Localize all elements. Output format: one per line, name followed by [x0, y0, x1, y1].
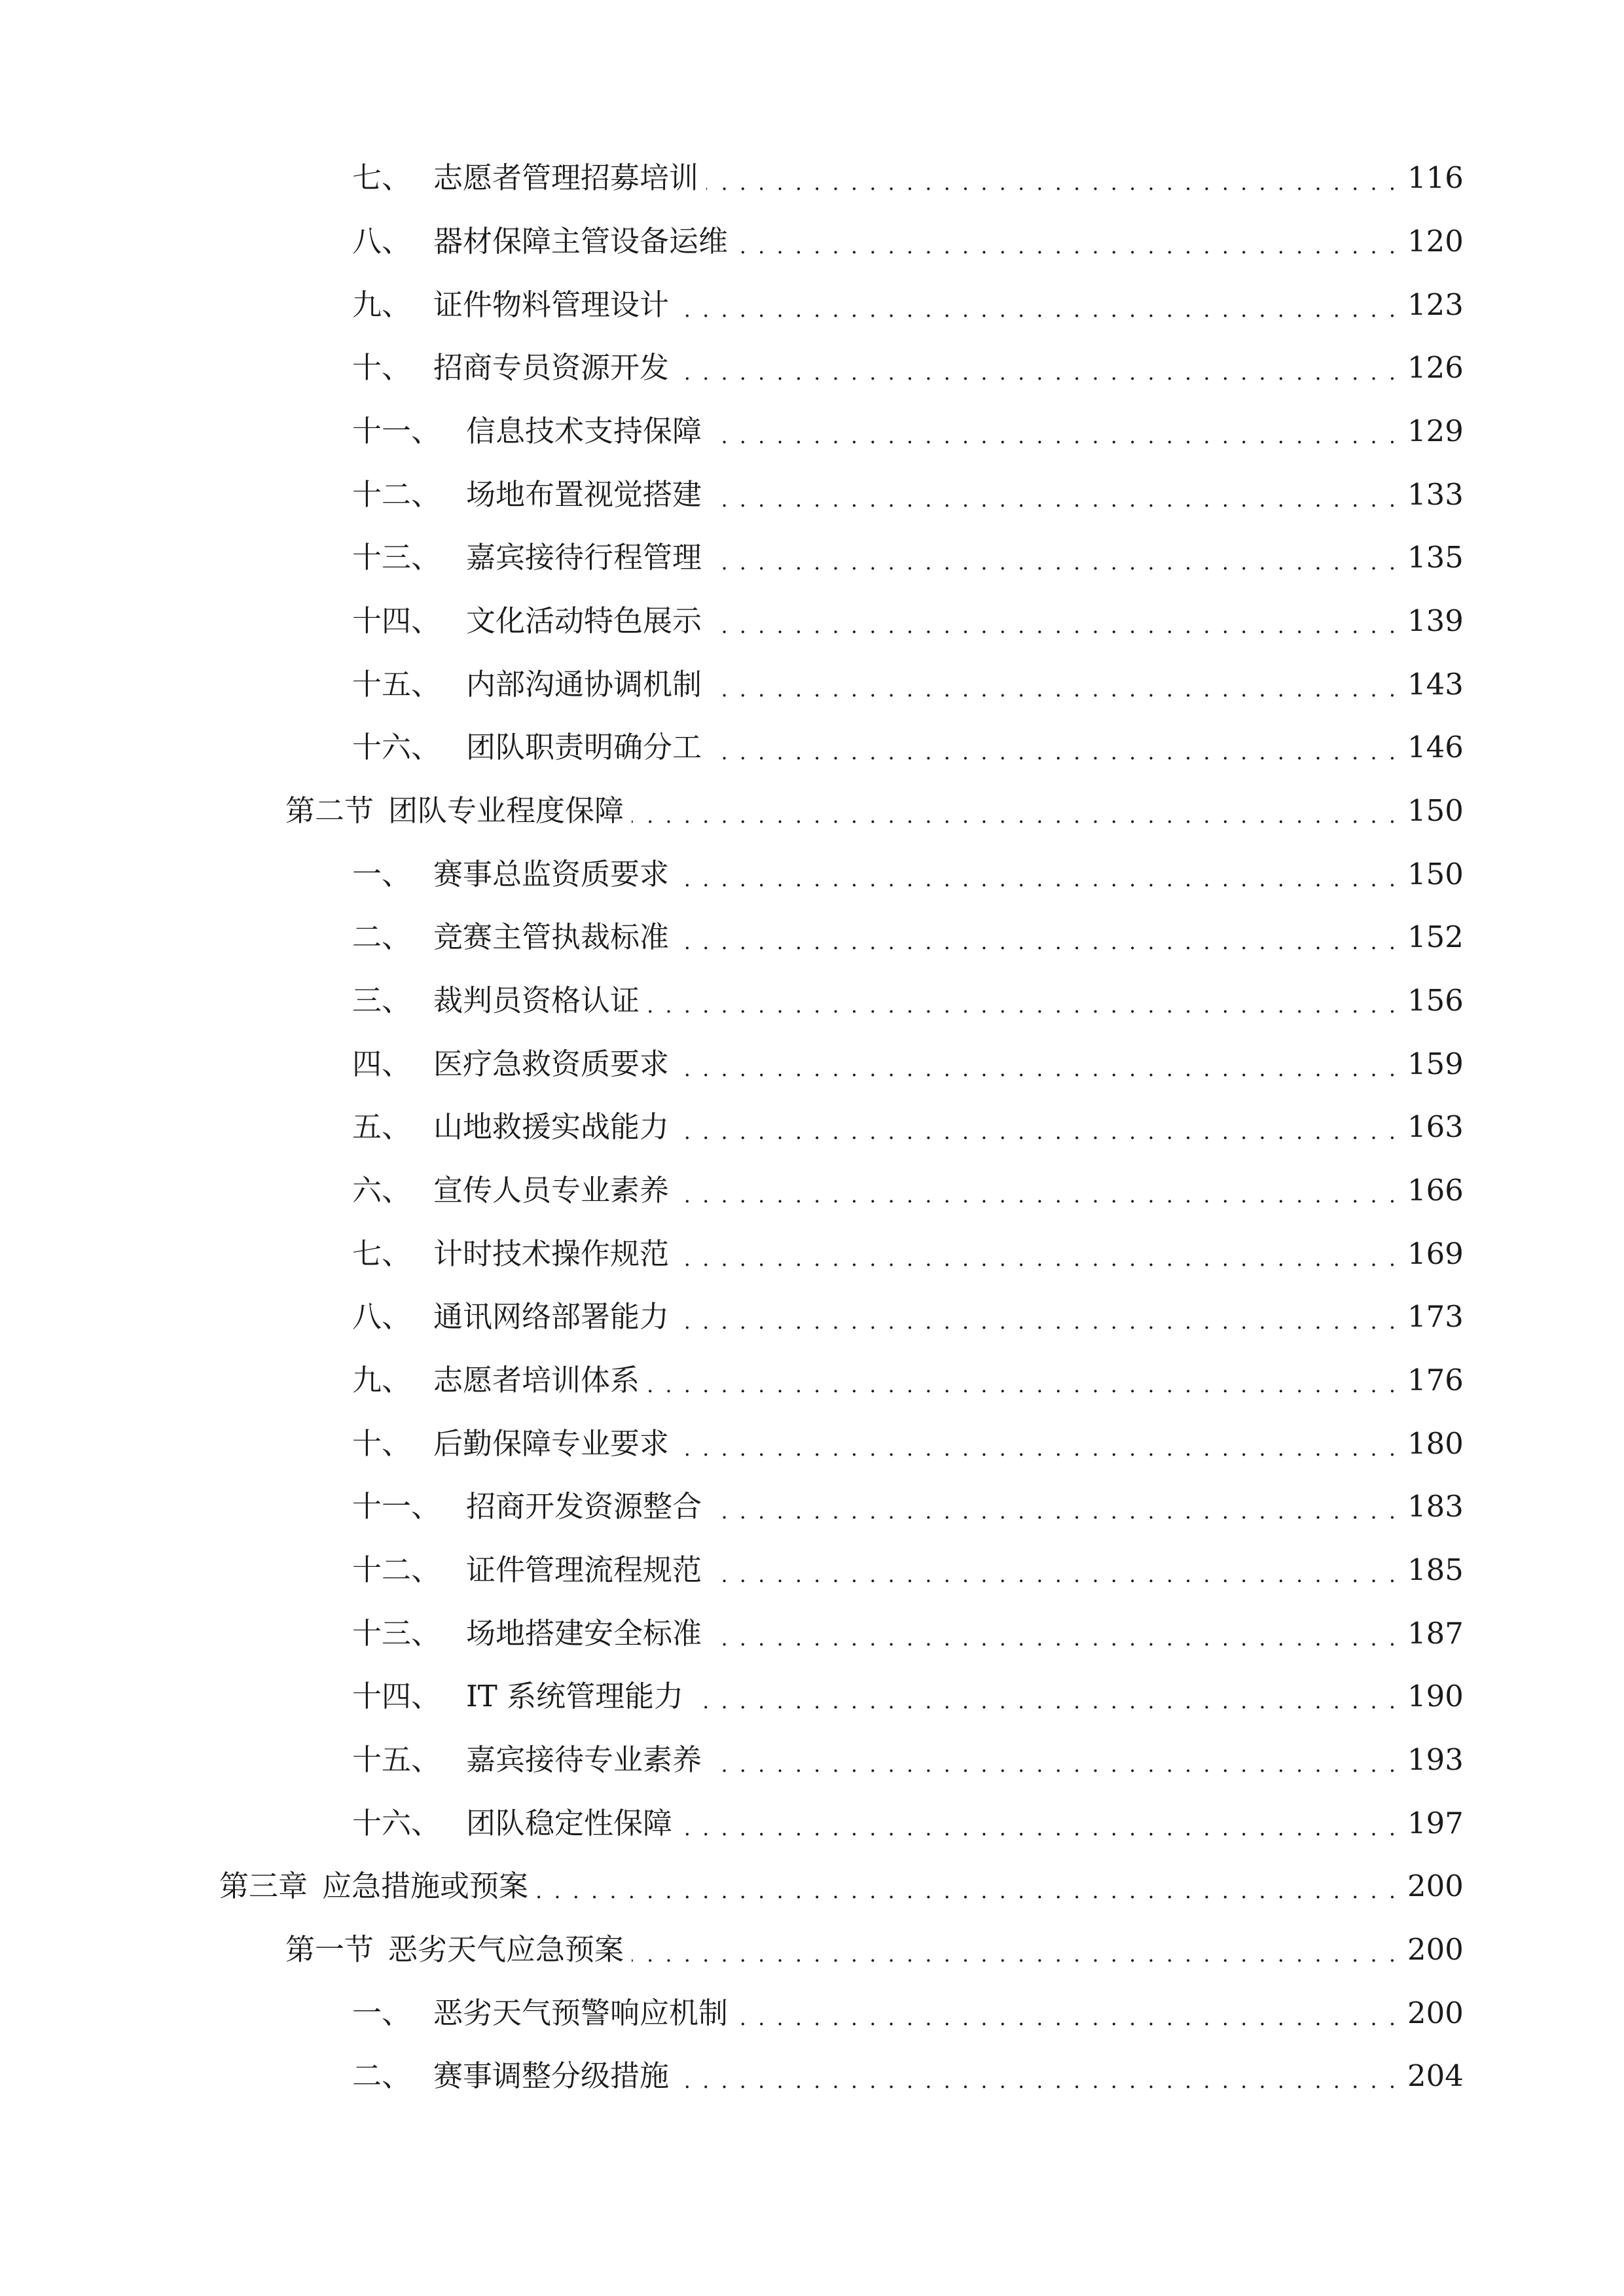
toc-entry[interactable]	[352, 474, 1464, 516]
toc-entry-title: 场地搭建安全标准	[466, 1616, 702, 1651]
toc-entry-number: 二、	[352, 920, 412, 954]
toc-entry-page: 120	[1407, 224, 1464, 259]
toc-entry[interactable]	[352, 2055, 1464, 2097]
toc-dot-leader	[710, 1486, 1398, 1528]
toc-entry[interactable]	[352, 1486, 1464, 1528]
toc-entry[interactable]	[352, 1803, 1464, 1844]
toc-entry[interactable]	[352, 1233, 1464, 1275]
toc-entry-page: 169	[1407, 1236, 1464, 1271]
toc-entry[interactable]	[352, 726, 1464, 768]
toc-entry-title: 山地救援实战能力	[433, 1109, 670, 1144]
toc-entry-number: 十四、	[352, 1679, 441, 1713]
toc-entry-page: 129	[1407, 414, 1464, 448]
toc-entry[interactable]	[352, 664, 1464, 706]
toc-entry-title: 医疗急救资质要求	[433, 1047, 670, 1081]
toc-entry-title: 场地布置视觉搭建	[466, 477, 702, 512]
toc-entry-page: 200	[1407, 1932, 1464, 1967]
toc-entry[interactable]	[352, 221, 1464, 262]
toc-dot-leader	[677, 1296, 1398, 1338]
toc-entry-page: 200	[1407, 1996, 1464, 2030]
toc-dot-leader	[710, 726, 1398, 768]
toc-entry-number: 十、	[352, 1426, 412, 1461]
toc-dot-leader	[677, 2055, 1398, 2097]
toc-entry[interactable]	[352, 1296, 1464, 1338]
toc-entry-number: 十五、	[352, 1742, 441, 1777]
toc-entry[interactable]	[352, 1992, 1464, 2034]
toc-entry[interactable]	[352, 980, 1464, 1022]
toc-entry-page: 185	[1407, 1552, 1464, 1587]
toc-entry-title: 裁判员资格认证	[433, 983, 640, 1018]
toc-entry-number: 四、	[352, 1047, 412, 1081]
toc-entry-page: 152	[1407, 920, 1464, 954]
toc-entry[interactable]	[352, 284, 1464, 326]
toc-entry-page: 190	[1407, 1679, 1464, 1713]
toc-entry-number: 九、	[352, 287, 412, 322]
toc-dot-leader	[677, 1233, 1398, 1275]
toc-entry-number: 一、	[352, 1996, 412, 2030]
toc-entry[interactable]	[352, 1739, 1464, 1781]
toc-dot-leader	[710, 1613, 1398, 1655]
toc-dot-leader	[710, 1549, 1398, 1591]
toc-entry-number: 一、	[352, 857, 412, 891]
toc-entry-number: 七、	[352, 1236, 412, 1271]
toc-entry[interactable]	[352, 1170, 1464, 1211]
toc-dot-leader	[710, 1739, 1398, 1781]
toc-entry-page: 150	[1407, 793, 1464, 828]
toc-entry-number: 十四、	[352, 603, 441, 638]
toc-entry[interactable]	[352, 1613, 1464, 1655]
toc-entry-number: 八、	[352, 224, 412, 259]
toc-dot-leader	[536, 1865, 1398, 1907]
toc-dot-leader	[677, 347, 1398, 389]
toc-entry-number: 五、	[352, 1109, 412, 1144]
toc-entry-number: 十六、	[352, 1806, 441, 1840]
toc-entry-page: 163	[1407, 1109, 1464, 1144]
toc-entry-title: 赛事调整分级措施	[433, 2058, 670, 2093]
toc-dot-leader	[680, 1803, 1398, 1844]
toc-entry-number: 十三、	[352, 540, 441, 575]
toc-entry-page: 133	[1407, 477, 1464, 512]
toc-entry[interactable]	[352, 1106, 1464, 1148]
toc-dot-leader	[677, 916, 1398, 958]
toc-entry-page: 143	[1407, 667, 1464, 702]
toc-dot-leader	[710, 537, 1398, 579]
toc-entry[interactable]	[352, 1676, 1464, 1717]
toc-dot-leader	[677, 1043, 1398, 1085]
toc-entry-title: 招商开发资源整合	[466, 1489, 702, 1524]
toc-dot-leader	[632, 1929, 1398, 1971]
toc-entry-number: 第一节	[285, 1932, 374, 1967]
toc-entry[interactable]	[352, 157, 1464, 199]
toc-entry-title: 器材保障主管设备运维	[433, 224, 729, 259]
toc-entry-number: 八、	[352, 1299, 412, 1334]
toc-dot-leader	[647, 1359, 1398, 1401]
toc-entry[interactable]	[352, 347, 1464, 389]
toc-entry-page: 197	[1407, 1806, 1464, 1840]
toc-dot-leader	[710, 474, 1398, 516]
toc-dot-leader	[632, 790, 1398, 832]
toc-entry-page: 200	[1407, 1869, 1464, 1903]
toc-entry-title: 证件管理流程规范	[466, 1552, 702, 1587]
toc-entry-title: 志愿者培训体系	[433, 1363, 640, 1397]
toc-entry-title: 计时技术操作规范	[433, 1236, 670, 1271]
toc-entry-number: 十一、	[352, 1489, 441, 1524]
toc-entry[interactable]	[352, 853, 1464, 895]
toc-entry-number: 第三章	[219, 1869, 308, 1903]
toc-entry-number: 十五、	[352, 667, 441, 702]
toc-dot-leader	[710, 410, 1398, 452]
toc-entry-title: 团队职责明确分工	[466, 730, 702, 764]
toc-entry-page: 173	[1407, 1299, 1464, 1334]
toc-entry[interactable]	[352, 1549, 1464, 1591]
toc-entry-title: 嘉宾接待专业素养	[466, 1742, 702, 1777]
toc-entry-page: 135	[1407, 540, 1464, 575]
toc-entry-page: 183	[1407, 1489, 1464, 1524]
toc-entry-page: 146	[1407, 730, 1464, 764]
toc-dot-leader	[647, 980, 1398, 1022]
toc-entry-title: 团队稳定性保障	[466, 1806, 673, 1840]
toc-entry-page: 176	[1407, 1363, 1464, 1397]
toc-entry-page: 166	[1407, 1173, 1464, 1208]
toc-section-entry[interactable]	[285, 790, 1464, 832]
toc-entry-page: 156	[1407, 983, 1464, 1018]
toc-entry-page: 204	[1407, 2058, 1464, 2093]
toc-entry-number: 十三、	[352, 1616, 441, 1651]
toc-entry-title: 内部沟通协调机制	[466, 667, 702, 702]
toc-entry-title: IT 系统管理能力	[466, 1679, 684, 1713]
toc-entry-page: 126	[1407, 350, 1464, 385]
toc-entry-title: 招商专员资源开发	[433, 350, 670, 385]
toc-dot-leader	[736, 221, 1398, 262]
toc-entry-title: 团队专业程度保障	[388, 793, 624, 828]
toc-entry-title: 竞赛主管执裁标准	[433, 920, 670, 954]
toc-entry-page: 139	[1407, 603, 1464, 638]
toc-entry-number: 十、	[352, 350, 412, 385]
toc-entry[interactable]	[352, 600, 1464, 642]
toc-entry[interactable]	[352, 1043, 1464, 1085]
toc-entry-number: 七、	[352, 160, 412, 195]
toc-dot-leader	[677, 1170, 1398, 1211]
toc-entry-title: 通讯网络部署能力	[433, 1299, 670, 1334]
toc-entry-number: 十二、	[352, 1552, 441, 1587]
toc-chapter-entry[interactable]	[219, 1865, 1464, 1907]
toc-dot-leader	[677, 284, 1398, 326]
toc-entry-number: 十二、	[352, 477, 441, 512]
toc-entry-page: 180	[1407, 1426, 1464, 1461]
toc-entry-number: 三、	[352, 983, 412, 1018]
toc-entry-title: 文化活动特色展示	[466, 603, 702, 638]
toc-entry[interactable]	[352, 1359, 1464, 1401]
toc-entry-number: 十六、	[352, 730, 441, 764]
toc-entry-number: 六、	[352, 1173, 412, 1208]
toc-section-entry[interactable]	[285, 1929, 1464, 1971]
toc-entry-number: 九、	[352, 1363, 412, 1397]
toc-entry-page: 150	[1407, 857, 1464, 891]
toc-entry[interactable]	[352, 916, 1464, 958]
toc-entry-title: 后勤保障专业要求	[433, 1426, 670, 1461]
toc-dot-leader	[710, 600, 1398, 642]
toc-entry-page: 187	[1407, 1616, 1464, 1651]
toc-entry-number: 二、	[352, 2058, 412, 2093]
toc-dot-leader	[736, 1992, 1398, 2034]
toc-dot-leader	[677, 853, 1398, 895]
toc-entry-title: 赛事总监资质要求	[433, 857, 670, 891]
toc-dot-leader	[677, 1106, 1398, 1148]
toc-entry-page: 193	[1407, 1742, 1464, 1777]
toc-dot-leader	[677, 1423, 1398, 1465]
toc-entry-page: 116	[1407, 160, 1464, 195]
toc-entry-number: 第二节	[285, 793, 374, 828]
toc-entry-page: 159	[1407, 1047, 1464, 1081]
toc-dot-leader	[691, 1676, 1398, 1717]
toc-entry-title: 应急措施或预案	[322, 1869, 529, 1903]
toc-entry[interactable]	[352, 1423, 1464, 1465]
toc-entry[interactable]	[352, 410, 1464, 452]
toc-entry-title: 恶劣天气预警响应机制	[433, 1996, 729, 2030]
toc-dot-leader	[710, 664, 1398, 706]
toc-entry-title: 信息技术支持保障	[466, 414, 702, 448]
toc-entry-title: 嘉宾接待行程管理	[466, 540, 702, 575]
toc-entry-page: 123	[1407, 287, 1464, 322]
toc-entry-title: 恶劣天气应急预案	[388, 1932, 624, 1967]
toc-entry-number: 十一、	[352, 414, 441, 448]
toc-entry-title: 证件物料管理设计	[433, 287, 670, 322]
toc-entry-title: 志愿者管理招募培训	[433, 160, 699, 195]
toc-entry-title: 宣传人员专业素养	[433, 1173, 670, 1208]
toc-entry[interactable]	[352, 537, 1464, 579]
toc-dot-leader	[706, 157, 1398, 199]
